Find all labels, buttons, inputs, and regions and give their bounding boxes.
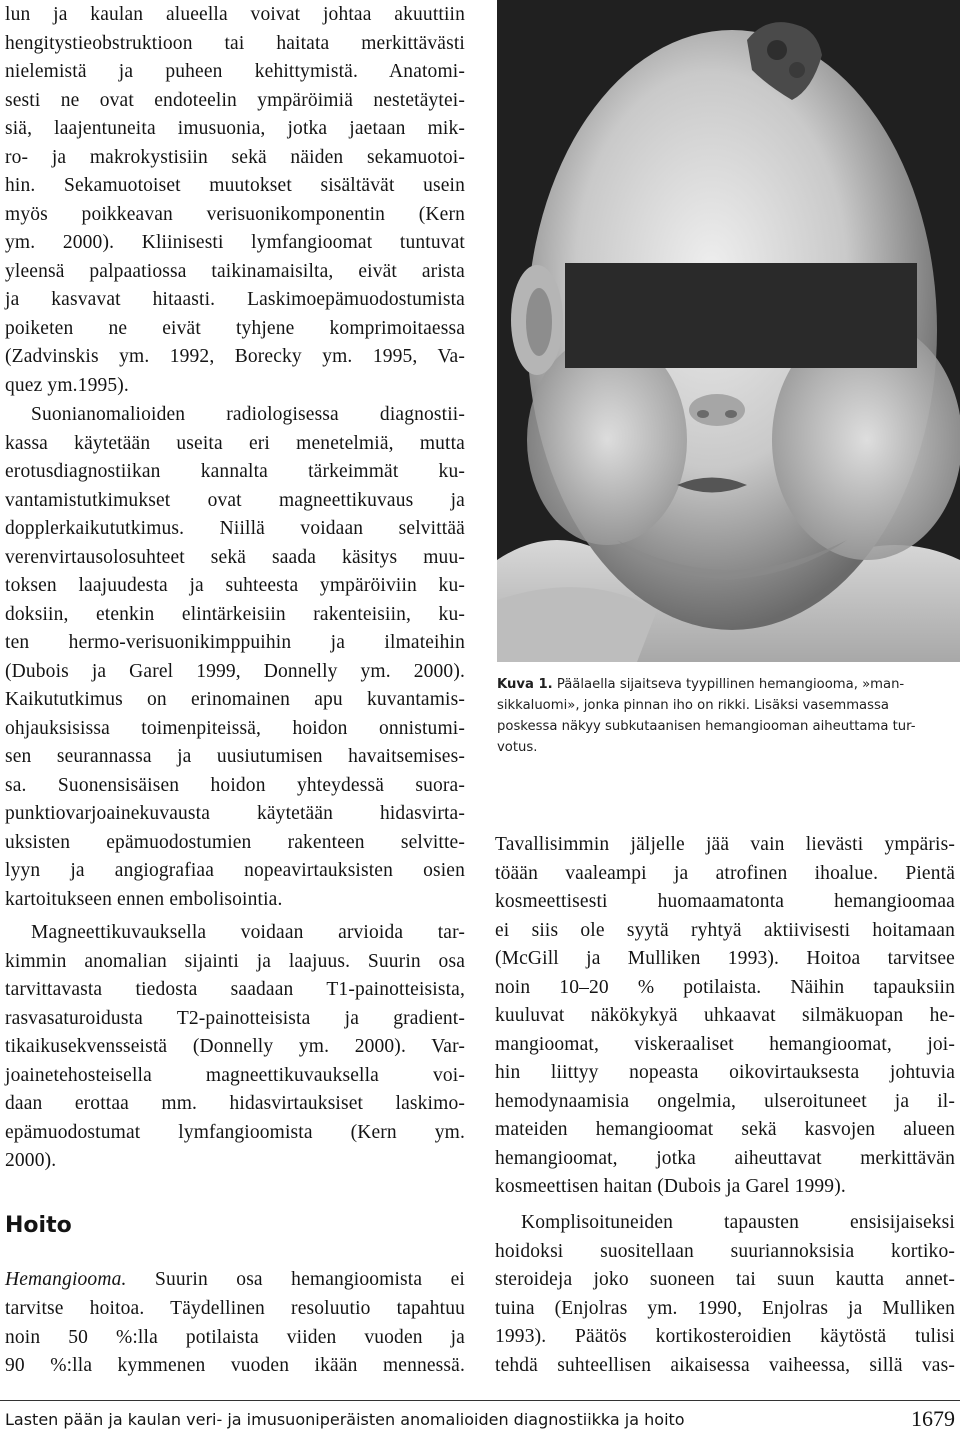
- text-line: (McGill ja Mulliken 1993). Hoitoa tarvitsee: [495, 948, 955, 969]
- text-line: dopplerkaikututkimus. Niillä voidaan selvittää: [5, 518, 465, 539]
- text-line: lun ja kaulan alueella voivat johtaa akuuttiin: [5, 4, 465, 25]
- infant-photo: [497, 0, 960, 662]
- text-line: tuina (Enjolras ym. 1990, Enjolras ja Mulliken: [495, 1297, 955, 1319]
- text-line: ei siis ole syytä ryhtyä aktiivisesti hoitamaan: [495, 919, 955, 941]
- text-line: sa. Suonensisäisen hoidon yhteydessä suora-: [5, 774, 465, 796]
- footer-title: Lasten pään ja kaulan veri- ja imusuoniperäisten anomalioiden diagnostiikka ja hoito: [5, 1410, 685, 1429]
- caption-line: poskessa näkyy subkutaanisen hemangiooman aiheuttama tur-: [497, 719, 916, 734]
- text-line: Magneettikuvauksella voidaan arvioida tar-: [31, 922, 465, 943]
- text-line: uksisten epämuodostumien rakenteen selvitte-: [5, 831, 465, 853]
- caption-line: sikkaluomi», jonka pinnan iho on rikki. Lisäksi vasemmassa: [497, 698, 889, 713]
- text-line: sen seurannassa ja uusiutumisen havaitsemises-: [5, 746, 465, 767]
- text-line: myös poikkeavan verisuonikomponentin (Kern: [5, 203, 465, 225]
- text-line: tarvittavasta tiedosta saadaan T1-painotteisista,: [5, 979, 465, 1000]
- text-line: verenvirtausolosuhteet sekä saada käsitys muu-: [5, 546, 465, 568]
- text-line: 2000).: [5, 1150, 57, 1171]
- caption-label: Kuva 1.: [497, 677, 553, 692]
- text-line: poiketen ne eivät tyhjene komprimoitaessa: [5, 317, 465, 339]
- text-line: ohjauksisissa toimenpiteissä, hoidon onnistumi-: [5, 717, 465, 739]
- text-line: steroideja joko suoneen tai suun kautta annet-: [495, 1269, 955, 1290]
- text-line: vantamistutkimukset ovat magneettikuvaus ja: [5, 489, 465, 511]
- text-line: hemodynaamisia ongelmia, ulseroituneet ja il-: [495, 1090, 955, 1112]
- text-line: mangioomat, viskeraaliset hemangioomat, joi-: [495, 1033, 955, 1055]
- text-line: kartoitukseen ennen embolisointia.: [5, 888, 283, 910]
- text-line: mateiden hemangioomat sekä kasvojen alueen: [495, 1119, 955, 1140]
- text-line: daan erottaa mm. hidasvirtauksiset laskimo-: [5, 1093, 465, 1114]
- text-line: yleensä palpaatiossa taikinamaisilta, eivät arista: [5, 260, 465, 282]
- footer-rule: [0, 1400, 960, 1401]
- text-line: noin 10–20 % potilaista. Näihin tapauksiin: [495, 976, 955, 998]
- text-line: kassa käytetään useita eri menetelmiä, mutta: [5, 432, 465, 454]
- text-line: nielemistä ja puheen kehittymistä. Anatomi-: [5, 61, 465, 82]
- text-line: ro- ja makrokystisiin sekä näiden sekamuotoi-: [5, 146, 465, 168]
- text-line: ten hermo-verisuonikimppuihin ja ilmateihin: [5, 632, 465, 653]
- text-line: Kaikututkimus on erinomainen apu kuvantamis-: [5, 689, 465, 710]
- text-line: lyyn ja angiografiaa nopeavirtauksisten osien: [5, 860, 465, 881]
- text-line: punktiovarjoainekuvausta käytetään hidasvirta-: [5, 803, 465, 824]
- text-line: Hemangiooma. Suurin osa hemangioomista ei: [5, 1269, 465, 1290]
- text-line: quez ym.1995).: [5, 374, 129, 396]
- infant-photo-graphic: [497, 0, 960, 662]
- text-line: rasvasaturoidusta T2-painotteisista ja gradient-: [5, 1007, 465, 1029]
- text-line: doksiin, etenkin elintärkeisiin rakenteisiin, ku-: [5, 603, 465, 625]
- text-line: 1993). Päätös kortikosteroidien käytöstä tulisi: [495, 1326, 955, 1347]
- text-line: ym. 2000). Kliinisesti lymfangioomat tuntuvat: [5, 232, 465, 253]
- text-line: töään vaaleampi ja atrofinen ihoalue. Pientä: [495, 862, 955, 884]
- text-line: kuuluvat näkökykyä uhkaavat silmäkuopan he-: [495, 1005, 955, 1026]
- text-line: epämuodostumat lymfangioomista (Kern ym.: [5, 1121, 465, 1143]
- text-line: kosmeettisen haitan (Dubois ja Garel 1999).: [495, 1176, 846, 1197]
- text-line: toksen laajuudesta ja suhteesta ympäröiviin ku-: [5, 575, 465, 596]
- page-number: 1679: [911, 1406, 955, 1431]
- text-line: Suonianomalioiden radiologisessa diagnostii-: [31, 404, 465, 425]
- text-line: erotusdiagnostiikan kannalta tärkeimmät ku-: [5, 461, 465, 482]
- text-line: siä, laajentuneita imusuonia, jotka jaetaan mik-: [5, 118, 465, 139]
- text-line: tikaikusekvensseistä (Donnelly ym. 2000). Var-: [5, 1036, 465, 1057]
- text-line: (Zadvinskis ym. 1992, Borecky ym. 1995, Va-: [5, 346, 465, 367]
- text-line: kosmeettisesti huomaamatonta hemangioomaa: [495, 891, 955, 912]
- text-line: (Dubois ja Garel 1999, Donnelly ym. 2000).: [5, 660, 465, 682]
- text-line: hin liittyy nopeasta oikovirtauksesta johtuvia: [495, 1062, 955, 1083]
- text-line: hengitystieobstruktioon tai haitata merkittävästi: [5, 32, 465, 54]
- text-line: Tavallisimmin jäljelle jää vain lievästi ympäris-: [495, 834, 955, 855]
- text-line: hemangioomat, jotka aiheuttavat merkittävän: [495, 1147, 955, 1169]
- figure-caption-line: Kuva 1. Päälaella sijaitseva tyypillinen hemangiooma, »man-: [497, 677, 905, 692]
- text-line: hin. Sekamuotoiset muutokset sisältävät usein: [5, 175, 465, 196]
- text-line: joainetehosteisella magneettikuvauksella voi-: [5, 1064, 465, 1086]
- text-line: noin 50 %:lla potilaista viiden vuoden ja: [5, 1326, 465, 1348]
- text-line: hoidoksi suositellaan suuriannoksisia kortiko-: [495, 1240, 955, 1262]
- text-line: Komplisoituneiden tapausten ensisijaiseksi: [521, 1212, 955, 1233]
- text-line: 90 %:lla kymmenen vuoden ikään mennessä.: [5, 1355, 465, 1376]
- text-line: ja kasvavat hitaasti. Laskimoepämuodostumista: [5, 289, 465, 310]
- caption-line: votus.: [497, 740, 538, 755]
- text-line: sesti ne ovat endoteelin ympäröimiä nestetäytei-: [5, 89, 465, 111]
- subheading-hemangioma: Hemangiooma.: [5, 1269, 127, 1290]
- text-line: kimmin anomalian sijainti ja laajuus. Suurin osa: [5, 950, 465, 972]
- text-line: tehdä suhteellisen aikaisessa vaiheessa, sillä vas-: [495, 1354, 955, 1376]
- section-heading-hoito: Hoito: [5, 1213, 72, 1238]
- text-line: tarvitse hoitoa. Täydellinen resoluutio tapahtuu: [5, 1298, 465, 1319]
